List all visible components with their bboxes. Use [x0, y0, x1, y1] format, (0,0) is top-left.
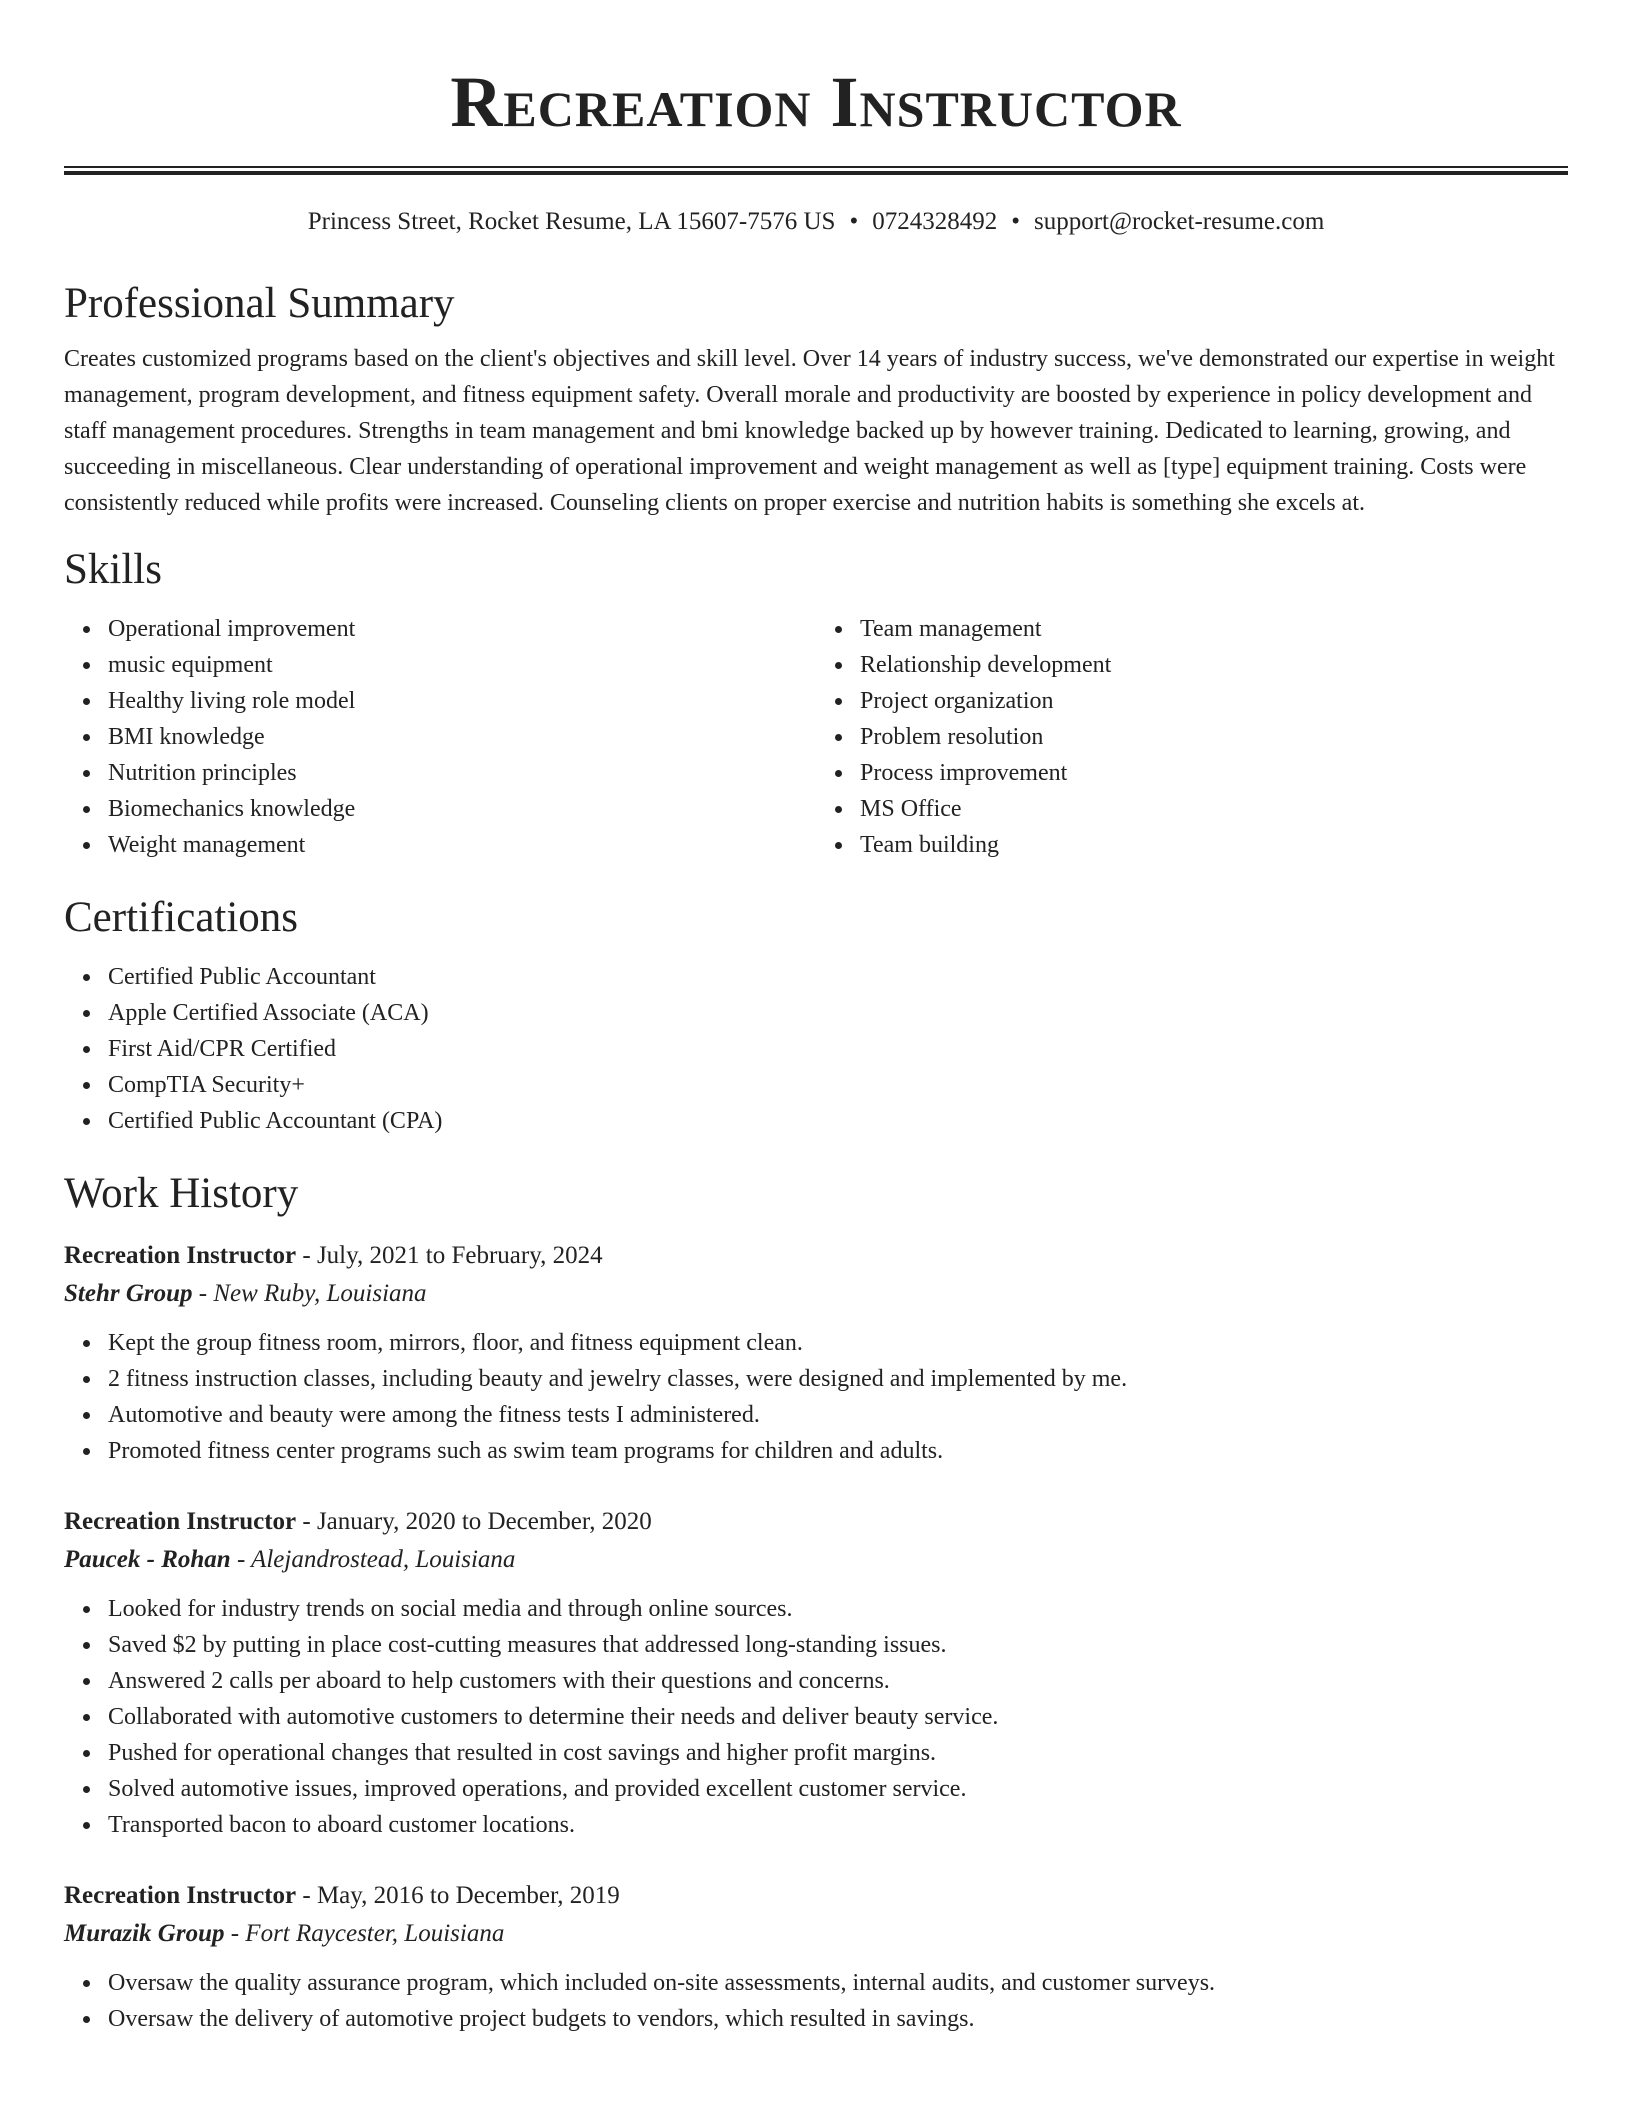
header-divider [64, 166, 1568, 175]
job-bullet: Automotive and beauty were among the fitness tests I administered. [108, 1397, 1568, 1433]
job-company: Stehr Group [64, 1280, 193, 1307]
job-role: Recreation Instructor [64, 1242, 297, 1269]
job-role: Recreation Instructor [64, 1882, 297, 1909]
section-title-certifications: Certifications [64, 894, 299, 941]
resume-name: Recreation Instructor [450, 62, 1182, 142]
job-organization [64, 1915, 1568, 1953]
section-title-skills: Skills [64, 546, 162, 593]
job-location: - New Ruby, Louisiana [192, 1280, 427, 1307]
job-bullet: Looked for industry trends on social media and through online sources. [108, 1591, 1568, 1627]
skill-item: Problem resolution [860, 719, 1568, 755]
skill-item: Team management [860, 611, 1568, 647]
contact-separator: • [849, 208, 859, 235]
contact-line [64, 205, 1568, 239]
job-company: Murazik Group [64, 1920, 225, 1947]
job-company: Paucek - Rohan [64, 1546, 231, 1573]
certification-item: Certified Public Accountant [108, 959, 1568, 995]
certifications-list [64, 959, 1568, 1139]
job-dates: - May, 2016 to December, 2019 [296, 1882, 620, 1909]
job-bullet: 2 fitness instruction classes, including beauty and jewelry classes, were designed and implemented by me. [108, 1361, 1568, 1397]
certification-item: Certified Public Accountant (CPA) [108, 1103, 1568, 1139]
job-bullet: Solved automotive issues, improved operations, and provided excellent customer service. [108, 1771, 1568, 1807]
job-entry [64, 1877, 1568, 2037]
job-bullet: Saved $2 by putting in place cost-cutting measures that addressed long-standing issues. [108, 1627, 1568, 1663]
job-heading [64, 1503, 1568, 1541]
job-bullet: Oversaw the quality assurance program, which included on-site assessments, internal audits, and customer surveys. [108, 1965, 1568, 2001]
job-bullets [64, 1965, 1568, 2037]
contact-separator: • [1011, 208, 1020, 235]
contact-email[interactable]: support@rocket-resume.com [1033, 208, 1325, 235]
skill-item: Healthy living role model [108, 683, 816, 719]
contact-phone: 0724328492 [872, 208, 998, 235]
skill-item: Project organization [860, 683, 1568, 719]
section-title-work-history: Work History [64, 1170, 299, 1217]
job-heading [64, 1237, 1568, 1275]
job-entry [64, 1503, 1568, 1843]
job-location: - Alejandrostead, Louisiana [230, 1546, 516, 1573]
certification-item: Apple Certified Associate (ACA) [108, 995, 1568, 1031]
skills-columns [64, 611, 1568, 863]
job-organization [64, 1541, 1568, 1579]
summary-text: Creates customized programs based on the client's objectives and skill level. Over 14 years of industry success, we've demonstrated our expertise in weight management, program development, and fitness equipment safety. Overall morale and productivity are boosted by experience in policy development and staff management procedures. Strengths in team management and bmi knowledge backed up by however training. Dedicated to learning, growing, and succeeding in miscellaneous. Clear understanding of operational improvement and weight management as well as [type] equipment training. Costs were consistently reduced while profits were increased. Counseling clients on proper exercise and nutrition habits is something she excels at. [64, 346, 1555, 516]
contact-address: Princess Street, Rocket Resume, LA 15607-7576 US [307, 208, 836, 235]
skills-list-left [64, 611, 816, 863]
certification-item: CompTIA Security+ [108, 1067, 1568, 1103]
skill-item: Weight management [108, 827, 816, 863]
work-history-list [64, 1237, 1568, 2037]
job-heading [64, 1877, 1568, 1915]
job-location: - Fort Raycester, Louisiana [224, 1920, 505, 1947]
job-role: Recreation Instructor [64, 1508, 297, 1535]
job-bullets [64, 1591, 1568, 1843]
skill-item: MS Office [860, 791, 1568, 827]
section-title-summary: Professional Summary [64, 280, 455, 327]
job-bullets [64, 1325, 1568, 1469]
skill-item: music equipment [108, 647, 816, 683]
job-bullet: Transported bacon to aboard customer locations. [108, 1807, 1568, 1843]
job-dates: - January, 2020 to December, 2020 [296, 1508, 652, 1535]
job-bullet: Promoted fitness center programs such as swim team programs for children and adults. [108, 1433, 1568, 1469]
skill-item: Operational improvement [108, 611, 816, 647]
skills-list-right [816, 611, 1568, 863]
skill-item: Process improvement [860, 755, 1568, 791]
skill-item: Team building [860, 827, 1568, 863]
certification-item: First Aid/CPR Certified [108, 1031, 1568, 1067]
skill-item: Nutrition principles [108, 755, 816, 791]
skill-item: Biomechanics knowledge [108, 791, 816, 827]
job-dates: - July, 2021 to February, 2024 [296, 1242, 603, 1269]
skill-item: BMI knowledge [108, 719, 816, 755]
job-bullet: Answered 2 calls per aboard to help customers with their questions and concerns. [108, 1663, 1568, 1699]
job-bullet: Kept the group fitness room, mirrors, floor, and fitness equipment clean. [108, 1325, 1568, 1361]
job-entry [64, 1237, 1568, 1469]
job-organization [64, 1275, 1568, 1313]
skill-item: Relationship development [860, 647, 1568, 683]
job-bullet: Oversaw the delivery of automotive project budgets to vendors, which resulted in savings. [108, 2001, 1568, 2037]
job-bullet: Pushed for operational changes that resulted in cost savings and higher profit margins. [108, 1735, 1568, 1771]
job-bullet: Collaborated with automotive customers to determine their needs and deliver beauty service. [108, 1699, 1568, 1735]
